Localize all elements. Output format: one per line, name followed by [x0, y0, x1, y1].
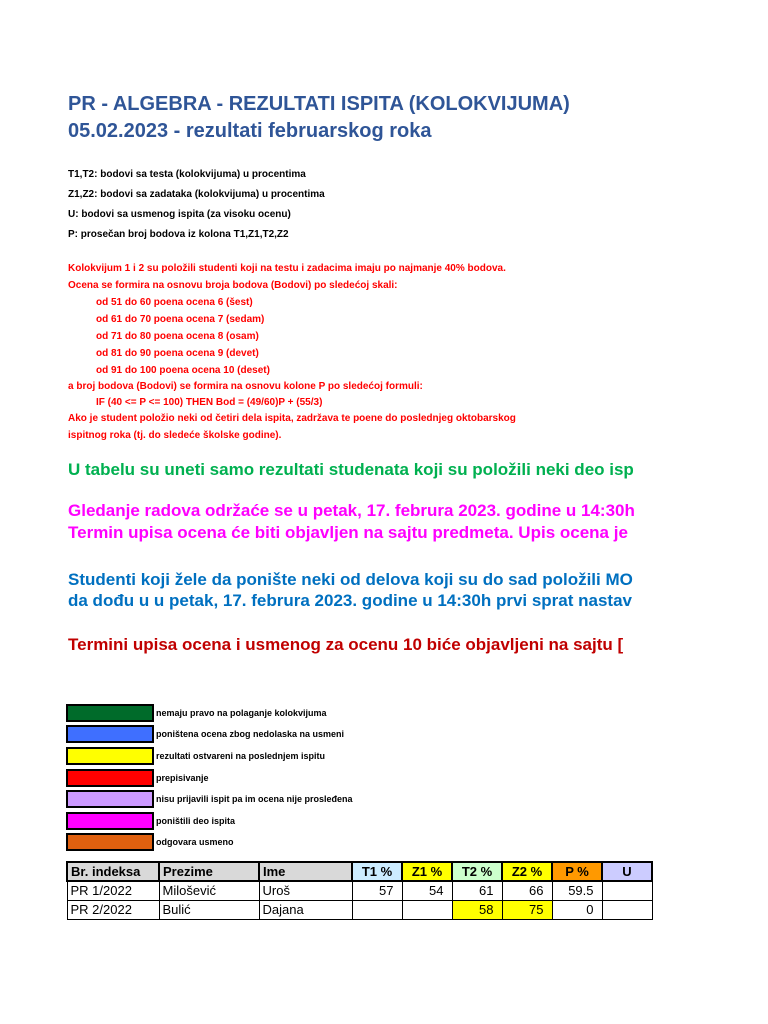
legend-item	[66, 832, 353, 854]
table-header-row	[67, 862, 652, 881]
rule-line-2: Ocena se formira na osnovu broja bodova (Bodovi) po sledećoj skali:	[68, 280, 398, 291]
legend-label: poništili deo ispita	[156, 815, 236, 826]
cell-u	[602, 881, 652, 900]
results-table	[66, 861, 653, 920]
legend-label: nemaju pravo na polaganje kolokvijuma	[156, 707, 327, 718]
rule-line-5: ispitnog roka (tj. do sledeće školske godine).	[68, 430, 282, 441]
notice-magenta-2: Termin upisa ocena će biti objavljen na sajtu predmeta. Upis ocena je	[68, 523, 628, 542]
header-t2: T2 %	[452, 862, 502, 881]
color-legend	[66, 702, 353, 853]
legend-item	[66, 788, 353, 810]
legend-label: nisu prijavili ispit pa im ocena nije prosleđena	[156, 794, 353, 805]
definition-p: P: prosečan broj bodova iz kolona T1,Z1,T2,Z2	[68, 229, 289, 240]
rule-line-4: Ako je student položio neki od četiri dela ispita, zadržava te poene do poslednjeg oktobarskog	[68, 413, 516, 424]
scale-item: od 91 do 100 poena ocena 10 (deset)	[96, 365, 270, 376]
cell-name: Dajana	[259, 900, 352, 919]
legend-label: prepisivanje	[156, 772, 209, 783]
legend-item	[66, 810, 353, 832]
page-title: PR - ALGEBRA - REZULTATI ISPITA (KOLOKVIJUMA)	[68, 93, 570, 115]
legend-swatch	[66, 769, 154, 787]
definition-z: Z1,Z2: bodovi sa zadataka (kolokvijuma) u procentima	[68, 189, 325, 200]
cell-index: PR 1/2022	[67, 881, 159, 900]
legend-label: rezultati ostvareni na poslednjem ispitu	[156, 750, 326, 761]
legend-item	[66, 767, 353, 789]
scale-item: od 61 do 70 poena ocena 7 (sedam)	[96, 314, 265, 325]
cell-p: 59.5	[552, 881, 602, 900]
notice-green: U tabelu su uneti samo rezultati studenata koji su položili neki deo isp	[68, 460, 634, 479]
rule-line-3: a broj bodova (Bodovi) se formira na osnovu kolone P po sledećoj formuli:	[68, 381, 423, 392]
legend-item	[66, 745, 353, 767]
cell-u	[602, 900, 652, 919]
legend-label: poništena ocena zbog nedolaska na usmeni	[156, 729, 345, 740]
legend-item	[66, 702, 353, 724]
page-subtitle: 05.02.2023 - rezultati februarskog roka	[68, 120, 432, 142]
notice-blue-2: da dođu u u petak, 17. februra 2023. godine u 14:30h prvi sprat nastav	[68, 591, 632, 610]
cell-t1	[352, 900, 402, 919]
notice-blue-1: Studenti koji žele da ponište neki od delova koji su do sad položili MO	[68, 570, 633, 589]
cell-z1	[402, 900, 452, 919]
cell-z2: 75	[502, 900, 552, 919]
header-z2: Z2 %	[502, 862, 552, 881]
legend-swatch	[66, 833, 154, 851]
legend-swatch	[66, 790, 154, 808]
scale-item: od 51 do 60 poena ocena 6 (šest)	[96, 297, 253, 308]
notice-magenta-1: Gledanje radova održaće se u petak, 17. februra 2023. godine u 14:30h	[68, 501, 635, 520]
header-t1: T1 %	[352, 862, 402, 881]
cell-surname: Milošević	[159, 881, 259, 900]
header-p: P %	[552, 862, 602, 881]
legend-item	[66, 724, 353, 746]
cell-t1: 57	[352, 881, 402, 900]
cell-name: Uroš	[259, 881, 352, 900]
scale-item: od 71 do 80 poena ocena 8 (osam)	[96, 331, 259, 342]
header-index: Br. indeksa	[67, 862, 159, 881]
legend-swatch	[66, 725, 154, 743]
cell-z2: 66	[502, 881, 552, 900]
legend-swatch	[66, 747, 154, 765]
formula: IF (40 <= P <= 100) THEN Bod = (49/60)P + (55/3)	[96, 397, 323, 408]
definition-u: U: bodovi sa usmenog ispita (za visoku ocenu)	[68, 209, 291, 220]
cell-t2: 61	[452, 881, 502, 900]
cell-z1: 54	[402, 881, 452, 900]
legend-label: odgovara usmeno	[156, 837, 234, 848]
header-u: U	[602, 862, 652, 881]
cell-t2: 58	[452, 900, 502, 919]
table-row	[67, 881, 652, 900]
legend-swatch	[66, 704, 154, 722]
cell-index: PR 2/2022	[67, 900, 159, 919]
legend-swatch	[66, 812, 154, 830]
header-name: Ime	[259, 862, 352, 881]
notice-red: Termini upisa ocena i usmenog za ocenu 10 biće objavljeni na sajtu [	[68, 635, 624, 654]
rule-line-1: Kolokvijum 1 i 2 su položili studenti koji na testu i zadacima imaju po najmanje 40% bodova.	[68, 263, 506, 274]
header-z1: Z1 %	[402, 862, 452, 881]
cell-surname: Bulić	[159, 900, 259, 919]
header-surname: Prezime	[159, 862, 259, 881]
table-row	[67, 900, 652, 919]
cell-p: 0	[552, 900, 602, 919]
scale-item: od 81 do 90 poena ocena 9 (devet)	[96, 348, 259, 359]
definition-t: T1,T2: bodovi sa testa (kolokvijuma) u procentima	[68, 169, 306, 180]
